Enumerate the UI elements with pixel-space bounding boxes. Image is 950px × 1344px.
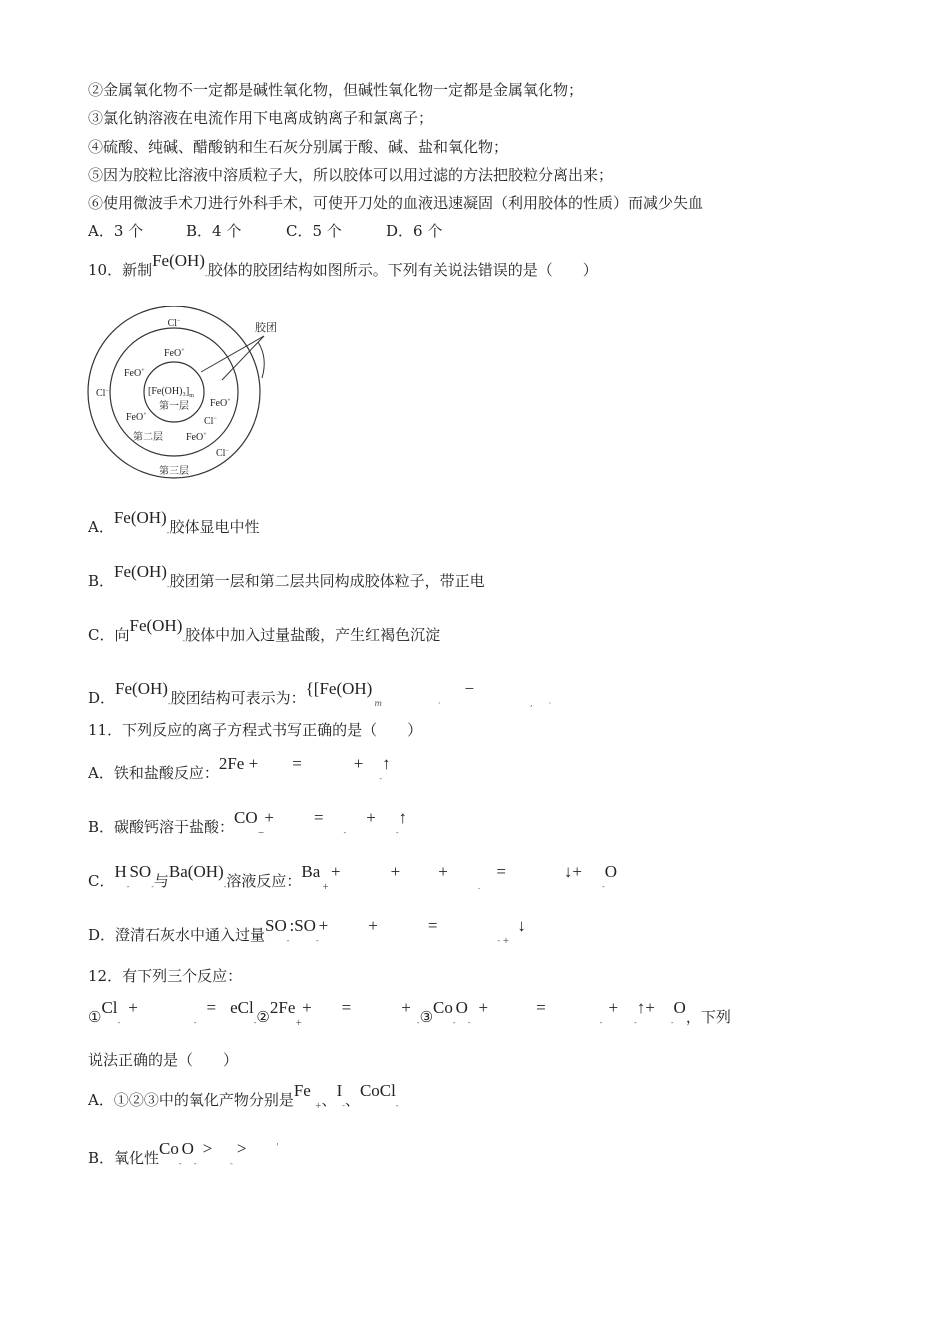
- cl-ion-left: Cl−: [96, 388, 109, 399]
- q10-option-a: A．$Fe(OH)_-$胶体显电中性: [88, 508, 260, 537]
- q12-stem: 12．有下列三个反应：: [88, 967, 243, 985]
- statement-5: ⑤因为胶粒比溶液中溶质粒子大，所以胶体可以用过滤的方法把胶粒分离出来；: [88, 166, 614, 184]
- fe-oh-formula: Fe(OH): [152, 251, 205, 270]
- layer-1-label: 第一层: [159, 401, 189, 412]
- q9-option-a: A．3 个: [88, 222, 144, 240]
- q9-option-c: C．5 个: [286, 222, 342, 240]
- q11-option-b: B．碳酸钙溶于盐酸：$CO_-+$ $=_-+_-↑$: [88, 808, 408, 837]
- q11-option-c: C．$H_-SO_-$与$Ba(OH)_-$溶液反应：$Ba_++ + +_.=$ $↓+_-O$: [88, 862, 617, 891]
- feo-ion-top: FeO+: [164, 348, 185, 359]
- feo-ion-left: FeO+: [124, 368, 145, 379]
- layer-3-label: 第三层: [159, 466, 189, 477]
- q10-stem: 10．新制$Fe(OH)_-$胶体的胶团结构如图所示。下列有关说法错误的是（ ）: [88, 251, 598, 280]
- q10-option-c: C．向$Fe(OH)_-$胶体中加入过量盐酸，产生红褐色沉淀: [88, 616, 441, 645]
- q10-option-d: D．$Fe(OH)_-$胶团结构可表示为：{[$Fe(OH)_m$ $_\cdot-_,$ $_\cdot$: [88, 679, 552, 708]
- core-formula: $[Fe(OH)_3]_m$: [148, 386, 194, 399]
- q12-option-a: A．①②③中的氧化产物分别是$Fe_+$、$I_-$、CoCl$_-$: [88, 1081, 399, 1110]
- feo-ion-right: FeO+: [210, 398, 231, 409]
- q10-option-b: B．$Fe(OH)_-$胶团第一层和第二层共同构成胶体粒子，带正电: [88, 562, 485, 591]
- q11-option-a: A．铁和盐酸反应：2Fe + = $+_-↑$: [88, 754, 391, 783]
- q10-number: 10．新制: [88, 261, 153, 279]
- q12-option-b: B．氧化性$Co_-O_->_-> '$: [88, 1139, 279, 1168]
- statement-2: ②金属氧化物不一定都是碱性氧化物，但碱性氧化物一定都是金属氧化物；: [88, 81, 584, 99]
- layer-2-label: 第二层: [133, 432, 163, 443]
- jiaotuan-label: 胶团: [255, 322, 277, 334]
- q11-option-d: D．澄清石灰水中通入过量$SO_-:SO_-+$ + $=_{- +}↓$: [88, 916, 526, 945]
- q9-options: [88, 221, 442, 241]
- q9-option-d: D．6 个: [386, 222, 443, 240]
- statement-6: ⑥使用微波手术刀进行外科手术，可使开刀处的血液迅速凝固（利用胶体的性质）而减少失血: [88, 194, 704, 212]
- statement-4: ④硫酸、纯碱、醋酸钠和生石灰分别属于酸、碱、盐和氧化物；: [88, 138, 509, 156]
- feo-ion-bottom: FeO+: [186, 432, 207, 443]
- statement-3: ③氯化钠溶液在电流作用下电离成钠离子和氯离子；: [88, 109, 434, 127]
- cl-ion-bottom-right: Cl−: [216, 448, 229, 459]
- q9-option-b: B．4 个: [186, 222, 242, 240]
- micelle-diagram: [86, 306, 286, 496]
- q11-stem: 11．下列反应的离子方程式书写正确的是（ ）: [88, 721, 423, 739]
- pointer-arc: [258, 342, 264, 378]
- q10-text: 胶体的胶团结构如图所示。下列有关说法错误的是（ ）: [207, 261, 598, 279]
- feo-ion-lower-left: FeO+: [126, 412, 147, 423]
- q12-stem-continued: 说法正确的是（ ）: [88, 1051, 239, 1069]
- cl-ion-inner: Cl−: [204, 416, 217, 427]
- cl-ion-top: Cl−: [167, 318, 181, 329]
- q12-reactions: $①Cl_-+_-=$ $eCl_-②2Fe_++$ = $+_-③Co_-O_-+$ $=_-+_-↑+_-O$，下列: [88, 998, 731, 1027]
